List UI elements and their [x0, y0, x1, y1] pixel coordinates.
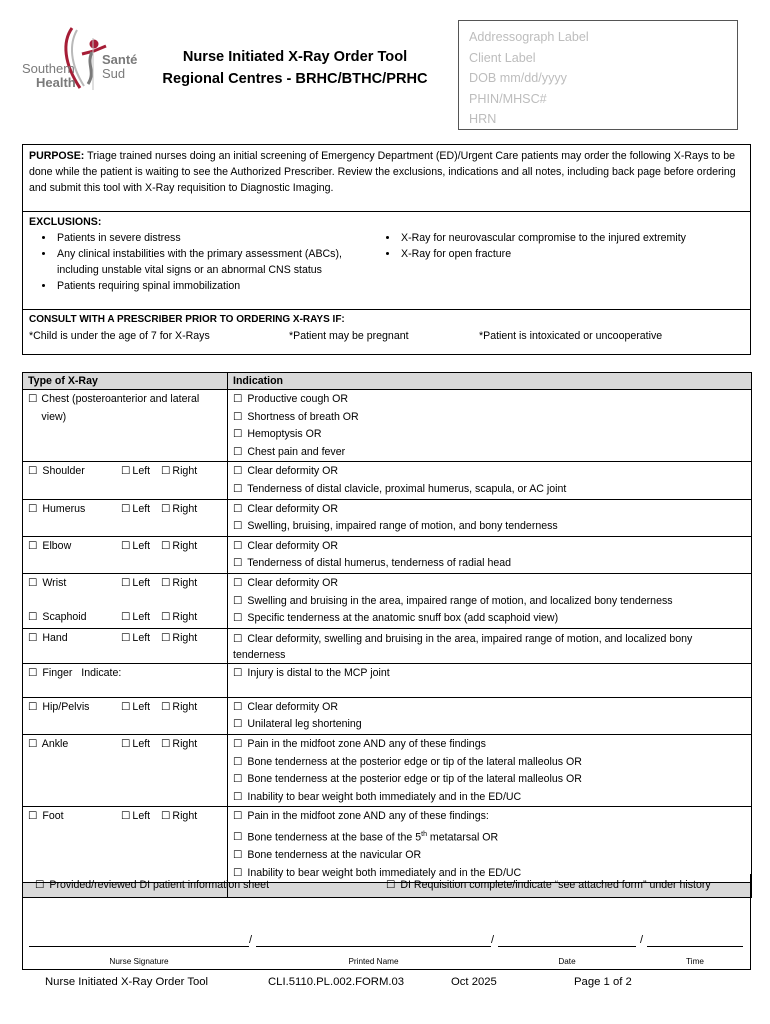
indication-checkbox[interactable]: ☐ — [233, 755, 243, 768]
indication-checkbox[interactable]: ☐ — [233, 502, 243, 515]
left-label: Left — [132, 810, 151, 823]
finger-label: Finger — [42, 666, 73, 679]
indication-text: Clear deformity OR — [247, 700, 339, 713]
di-requisition[interactable] — [386, 879, 711, 891]
indication-cell — [228, 390, 752, 462]
exclusion-item: • Any clinical instabilities with the primary assessment (ABCs), including unstable vital signs or an abnormal CNS status — [55, 246, 370, 278]
indication-text: Bone tenderness at the navicular OR — [247, 849, 422, 861]
left-checkbox[interactable]: ☐ — [121, 576, 131, 589]
exclusions-right-list — [369, 230, 749, 262]
indication-text: metatarsal OR — [426, 831, 499, 844]
left-label: Left — [132, 737, 151, 750]
indication-text: Pain in the midfoot zone AND any of these findings — [247, 737, 486, 750]
indication-checkbox[interactable]: ☐ — [233, 790, 243, 803]
indication-checkbox[interactable]: ☐ — [233, 557, 243, 570]
requisition-checkbox[interactable]: ☐ — [386, 879, 396, 891]
left-checkbox[interactable]: ☐ — [121, 502, 131, 515]
indication-text: Hemoptysis OR — [247, 428, 322, 441]
indication-text: Inability to bear weight both immediately and in the ED/UC — [247, 866, 522, 879]
table-row-hip — [23, 697, 752, 734]
addressograph-label: Addressograph Label — [469, 30, 589, 44]
left-checkbox[interactable]: ☐ — [121, 610, 131, 623]
indication-cell — [228, 536, 752, 573]
indication-checkbox[interactable]: ☐ — [233, 445, 243, 458]
wrist-label: Wrist — [42, 576, 67, 589]
col-header-type: Type of X-Ray — [23, 373, 228, 390]
elbow-label: Elbow — [42, 539, 72, 552]
indication-checkbox[interactable]: ☐ — [233, 700, 243, 713]
signature-section — [22, 874, 751, 970]
indication-checkbox[interactable]: ☐ — [233, 482, 243, 495]
indication-text: Chest pain and fever — [247, 445, 346, 458]
foot-checkbox[interactable]: ☐ — [28, 810, 38, 823]
indication-text: Clear deformity OR — [247, 576, 339, 589]
left-label: Left — [132, 631, 151, 644]
left-label: Left — [132, 700, 151, 713]
col-header-indication: Indication — [228, 373, 752, 390]
type-cell — [23, 628, 228, 663]
indication-text: Tenderness of distal clavicle, proximal humerus, scapula, or AC joint — [247, 482, 567, 495]
client-label: Client Label — [469, 50, 536, 65]
right-checkbox[interactable]: ☐ — [161, 502, 171, 515]
table-row-chest — [23, 390, 752, 462]
shoulder-checkbox[interactable]: ☐ — [28, 465, 38, 478]
right-label: Right — [172, 539, 198, 552]
right-checkbox[interactable]: ☐ — [161, 576, 171, 589]
footer-page-number: Page 1 of 2 — [574, 976, 632, 988]
title-line-1: Nurse Initiated X-Ray Order Tool — [182, 49, 408, 65]
type-cell — [23, 807, 228, 883]
type-cell — [23, 734, 228, 806]
table-row-shoulder — [23, 462, 752, 499]
hrn-placeholder: HRN — [469, 112, 497, 126]
indication-cell — [228, 734, 752, 806]
indication-checkbox[interactable]: ☐ — [233, 666, 243, 679]
table-row-finger — [23, 663, 752, 697]
indication-checkbox[interactable]: ☐ — [233, 393, 243, 405]
type-cell — [23, 462, 228, 499]
chest-checkbox[interactable]: ☐ — [28, 393, 38, 405]
right-label: Right — [172, 610, 198, 623]
consult-item-child: *Child is under the age of 7 for X-Rays — [29, 330, 210, 342]
indication-cell — [228, 807, 752, 883]
footer-form-name: Nurse Initiated X-Ray Order Tool — [45, 976, 209, 988]
left-checkbox[interactable]: ☐ — [121, 631, 131, 644]
ankle-label: Ankle — [41, 737, 69, 750]
indication-checkbox[interactable]: ☐ — [233, 594, 243, 607]
type-cell — [23, 390, 228, 462]
indication-checkbox[interactable]: ☐ — [233, 810, 243, 823]
nurse-signature-field[interactable] — [29, 946, 249, 947]
table-row-foot — [23, 807, 752, 883]
table-row-elbow — [23, 536, 752, 573]
hand-label: Hand — [42, 631, 68, 644]
dob-placeholder: DOB mm/dd/yyyy — [469, 71, 567, 85]
foot-label: Foot — [42, 810, 64, 823]
scaphoid-checkbox[interactable]: ☐ — [28, 610, 38, 623]
indication-checkbox[interactable]: ☐ — [233, 539, 243, 552]
consult-item-pregnant: *Patient may be pregnant — [289, 330, 409, 342]
indication-checkbox[interactable]: ☐ — [233, 428, 243, 441]
requisition-label: DI Requisition complete/indicate “see attached form” under history — [400, 879, 711, 891]
exclusions-left-list — [25, 230, 370, 294]
separator: / — [640, 934, 644, 946]
printed-name-field[interactable] — [256, 946, 491, 947]
indication-text: Clear deformity, swelling and bruising in the area, impaired range of motion, and localized bony tenderness — [233, 632, 693, 661]
indication-text: Shortness of breath OR — [247, 410, 359, 423]
chest-label: Chest (posteroanterior and lateral view) — [41, 393, 200, 423]
indication-cell — [228, 499, 752, 536]
shoulder-label: Shoulder — [42, 465, 85, 478]
indication-checkbox[interactable]: ☐ — [233, 718, 243, 731]
indication-text: Swelling, bruising, impaired range of motion, and bony tenderness — [247, 520, 558, 533]
indication-text: Clear deformity OR — [247, 502, 339, 515]
right-checkbox[interactable]: ☐ — [161, 737, 171, 750]
indication-cell — [228, 573, 752, 628]
date-label: Date — [558, 957, 576, 966]
indication-text: Injury is distal to the MCP joint — [247, 666, 390, 679]
type-cell — [23, 536, 228, 573]
right-checkbox[interactable]: ☐ — [161, 810, 171, 823]
right-label: Right — [172, 465, 198, 478]
indication-checkbox[interactable]: ☐ — [233, 465, 243, 478]
ankle-checkbox[interactable]: ☐ — [28, 737, 38, 750]
time-field[interactable] — [647, 946, 743, 947]
right-checkbox[interactable]: ☐ — [161, 610, 171, 623]
left-checkbox[interactable]: ☐ — [121, 700, 131, 713]
logo-sud: Sud — [102, 66, 126, 81]
exclusions-label: EXCLUSIONS: — [29, 216, 102, 228]
logo-text-french — [102, 53, 137, 81]
indication-checkbox[interactable]: ☐ — [233, 520, 243, 533]
indication-checkbox[interactable]: ☐ — [233, 410, 243, 423]
left-checkbox[interactable]: ☐ — [121, 465, 131, 478]
hip-label: Hip/Pelvis — [42, 700, 90, 713]
indication-text: Bone tenderness at the posterior edge or tip of the lateral malleolus OR — [247, 773, 582, 786]
xray-table — [22, 372, 752, 898]
scaphoid-label: Scaphoid — [42, 610, 87, 623]
page-title — [150, 46, 440, 90]
humerus-checkbox[interactable]: ☐ — [28, 502, 38, 515]
type-cell — [23, 499, 228, 536]
separator: / — [249, 934, 253, 946]
superscript-th: th — [421, 830, 427, 838]
indication-cell — [228, 462, 752, 499]
hand-checkbox[interactable]: ☐ — [28, 631, 38, 644]
provided-label: Provided/reviewed DI patient information sheet — [49, 879, 270, 891]
indication-text: Tenderness of distal humerus, tenderness of radial head — [247, 557, 512, 570]
consult-items — [29, 328, 744, 344]
indication-checkbox[interactable]: ☐ — [233, 866, 243, 879]
indication-text: Productive cough OR — [247, 393, 349, 405]
right-checkbox[interactable]: ☐ — [161, 700, 171, 713]
type-cell — [23, 663, 228, 697]
right-checkbox[interactable]: ☐ — [161, 465, 171, 478]
exclusion-item: • X-Ray for open fracture — [399, 246, 749, 262]
left-checkbox[interactable]: ☐ — [121, 539, 131, 552]
finger-indicate-label: Indicate: — [81, 666, 122, 679]
nurse-signature-label: Nurse Signature — [109, 957, 169, 966]
exclusion-item: • Patients requiring spinal immobilization — [55, 278, 370, 294]
exclusions-section — [22, 211, 751, 310]
right-label: Right — [172, 810, 198, 823]
table-header-row — [23, 373, 752, 390]
purpose-label: PURPOSE: — [29, 150, 85, 162]
exclusion-item: • X-Ray for neurovascular compromise to the injured extremity — [399, 230, 749, 246]
indication-text: Unilateral leg shortening — [247, 718, 362, 731]
phin-placeholder: PHIN/MHSC# — [469, 91, 547, 106]
right-checkbox[interactable]: ☐ — [161, 631, 171, 644]
elbow-checkbox[interactable]: ☐ — [28, 539, 38, 552]
consult-section — [22, 309, 751, 355]
left-checkbox[interactable]: ☐ — [121, 810, 131, 823]
left-label: Left — [132, 539, 151, 552]
table-row-hand — [23, 628, 752, 663]
printed-name-label: Printed Name — [348, 957, 399, 966]
logo-southern: Southern — [22, 61, 75, 76]
indication-text: Swelling and bruising in the area, impaired range of motion, and localized bony tenderness — [247, 594, 673, 607]
type-cell — [23, 573, 228, 628]
table-row-humerus — [23, 499, 752, 536]
table-row-wrist — [23, 573, 752, 628]
logo-sante: Santé — [102, 52, 138, 67]
left-label: Left — [132, 502, 151, 515]
right-label: Right — [172, 737, 198, 750]
indication-text: Clear deformity OR — [247, 539, 339, 552]
purpose-text: Triage trained nurses doing an initial screening of Emergency Department (ED)/Urgent Care patients may order the following X-Rays to be done while the patient is waiting to see the Authorized Prescriber. Review the exclusions, indications and all notes, including back page before ordering and submit this tool with X-Ray requisition to Diagnostic Imaging. — [29, 150, 736, 194]
indication-checkbox[interactable]: ☐ — [233, 737, 243, 750]
indication-text: Bone tenderness at the base of the 5 — [247, 831, 422, 844]
date-field[interactable] — [498, 946, 636, 947]
provided-checkbox[interactable]: ☐ — [35, 879, 45, 891]
indication-checkbox[interactable]: ☐ — [233, 849, 243, 861]
indication-checkbox[interactable]: ☐ — [233, 831, 243, 844]
left-label: Left — [132, 610, 151, 623]
separator: / — [491, 934, 495, 946]
left-label: Left — [132, 465, 151, 478]
logo-health: Health — [36, 75, 76, 90]
right-checkbox[interactable]: ☐ — [161, 539, 171, 552]
addressograph-box[interactable] — [458, 20, 738, 130]
indication-text: Inability to bear weight both immediately and in the ED/UC — [247, 790, 522, 803]
hip-checkbox[interactable]: ☐ — [28, 700, 38, 713]
finger-checkbox[interactable]: ☐ — [28, 666, 38, 679]
footer-date: Oct 2025 — [451, 976, 497, 988]
southern-health-logo — [22, 24, 147, 96]
indication-text: Clear deformity OR — [247, 465, 339, 478]
humerus-label: Humerus — [42, 502, 86, 515]
right-label: Right — [172, 631, 198, 644]
indication-cell — [228, 697, 752, 734]
left-label: Left — [132, 576, 151, 589]
consult-item-intoxicated: *Patient is intoxicated or uncooperative — [479, 330, 663, 342]
purpose-section — [22, 144, 751, 212]
indication-cell — [228, 628, 752, 663]
indication-cell — [228, 663, 752, 697]
left-checkbox[interactable]: ☐ — [121, 737, 131, 750]
indication-checkbox[interactable]: ☐ — [233, 612, 243, 625]
time-label: Time — [686, 957, 704, 966]
indication-text: Pain in the midfoot zone AND any of these findings: — [247, 810, 489, 823]
footer-form-code: CLI.5110.PL.002.FORM.03 — [268, 976, 405, 988]
indication-text: Specific tenderness at the anatomic snuff box (add scaphoid view) — [247, 612, 559, 625]
type-cell — [23, 697, 228, 734]
provided-info-sheet[interactable] — [35, 879, 269, 891]
right-label: Right — [172, 502, 198, 515]
indication-checkbox[interactable]: ☐ — [233, 773, 243, 786]
right-label: Right — [172, 700, 198, 713]
title-line-2: Regional Centres - BRHC/BTHC/PRHC — [162, 71, 428, 87]
indication-checkbox[interactable]: ☐ — [233, 576, 243, 589]
indication-checkbox[interactable]: ☐ — [233, 632, 243, 645]
logo-text-english — [22, 62, 76, 90]
right-label: Right — [172, 576, 198, 589]
exclusion-item: • Patients in severe distress — [55, 230, 370, 246]
indication-text: Bone tenderness at the posterior edge or tip of the lateral malleolus OR — [247, 755, 582, 768]
table-row-ankle — [23, 734, 752, 806]
wrist-checkbox[interactable]: ☐ — [28, 576, 38, 589]
consult-label: CONSULT WITH A PRESCRIBER PRIOR TO ORDERING X-RAYS IF: — [29, 314, 345, 325]
